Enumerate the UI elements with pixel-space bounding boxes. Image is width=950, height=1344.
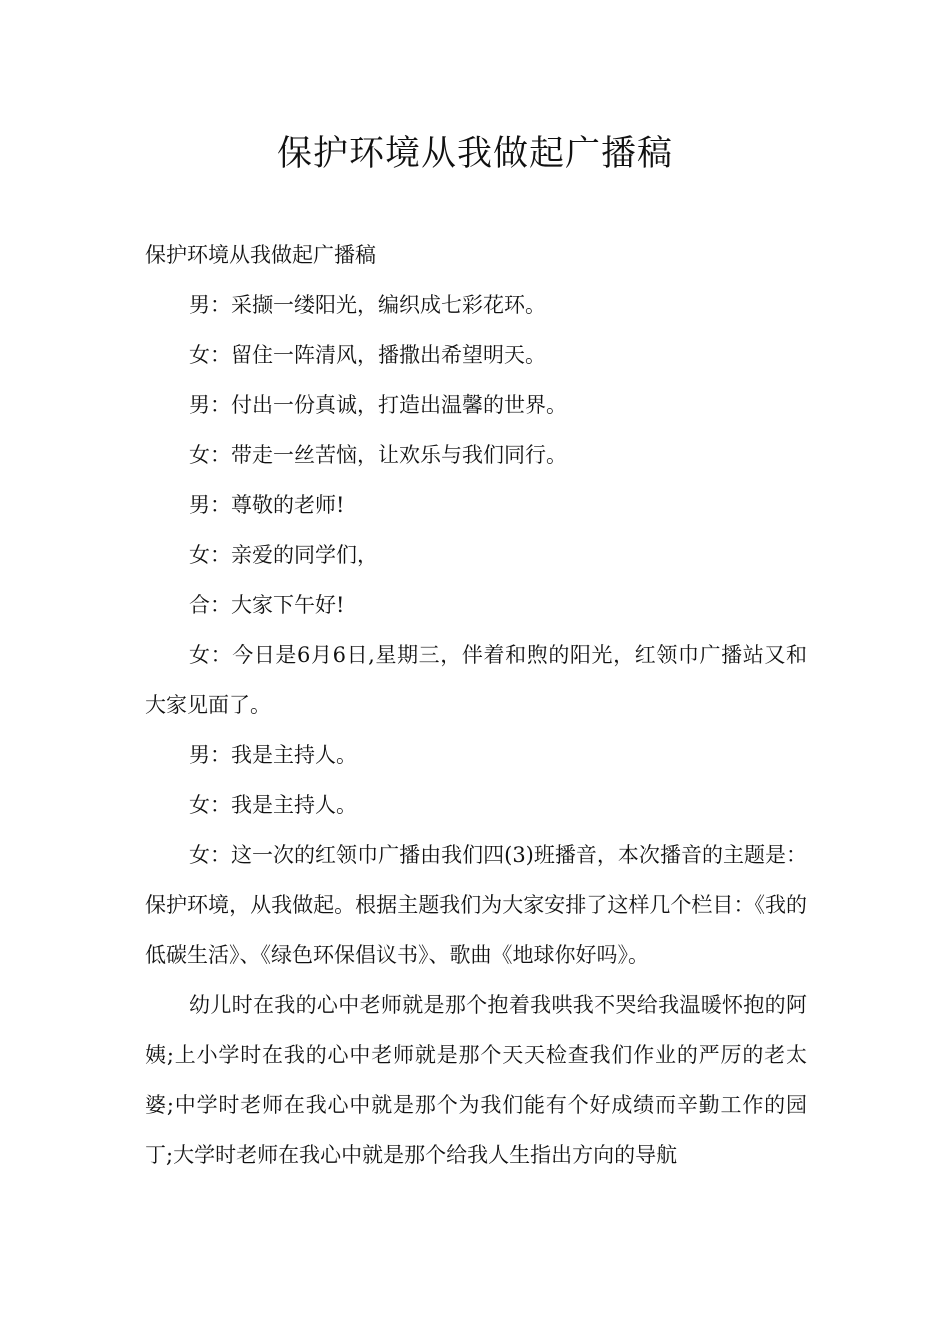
body-subtitle: 保护环境从我做起广播稿 [145,243,376,267]
paragraph-5: 男：尊敬的老师! [189,493,345,517]
paragraph-12: 幼儿时在我的心中老师就是那个抱着我哄我不哭给我温暖怀抱的阿姨;上小学时在我的心中老师就是那个天天检查我们作业的严厉的老太婆;中学时老师在我心中就是那个为我们能有个好成绩而辛勤工作的园丁;大学时老师在我心中就是那个给我人生指出方向的导航 [145,993,807,1167]
paragraph-10: 女：我是主持人。 [189,793,357,817]
document-body [145,230,807,1180]
paragraph-7: 合：大家下午好! [189,593,345,617]
paragraph-3: 男：付出一份真诚，打造出温馨的世界。 [189,393,567,417]
paragraph-8: 女：今日是6月6日,星期三，伴着和煦的阳光，红领巾广播站又和大家见面了。 [145,643,807,717]
paragraph-4: 女：带走一丝苦恼，让欢乐与我们同行。 [189,443,567,467]
document-title: 保护环境从我做起广播稿 [276,134,673,174]
paragraph-11: 女：这一次的红领巾广播由我们四(3)班播音，本次播音的主题是：保护环境，从我做起。根据主题我们为大家安排了这样几个栏目：《我的低碳生活》、《绿色环保倡议书》、歌曲《地球你好吗》。 [145,843,807,967]
paragraph-2: 女：留住一阵清风，播撒出希望明天。 [189,343,546,367]
paragraph-6: 女：亲爱的同学们， [189,543,378,567]
paragraph-9: 男：我是主持人。 [189,743,357,767]
paragraph-1: 男：采撷一缕阳光，编织成七彩花环。 [189,293,546,317]
